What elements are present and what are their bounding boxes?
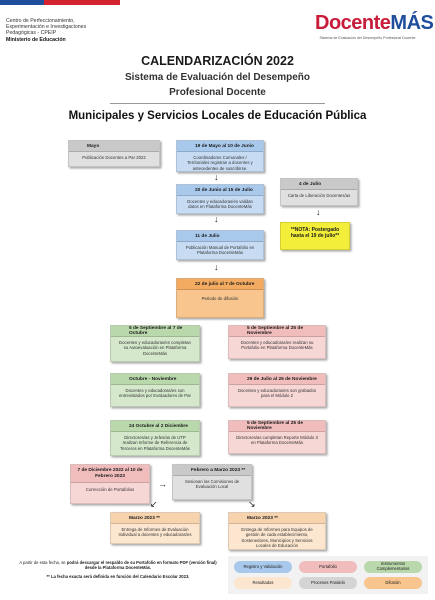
org-line-1: Centro de Perfeccionamiento,: [6, 18, 75, 24]
divider: [110, 103, 325, 104]
arrow-right-icon: →: [158, 479, 167, 489]
box-oct-nov: [110, 373, 200, 407]
box-marzo-1-body: Entrega de Informes de Evaluación Individual a docentes y educadoras/es: [118, 527, 192, 538]
box-7-dic: [70, 464, 150, 504]
box-5-sept-header: 5 de Septiembre al 7 de Octubre: [111, 326, 199, 337]
legend-procesos: Procesos Paralelo: [299, 577, 357, 589]
footnote-1: [18, 560, 218, 571]
nota-postergado: [280, 222, 350, 250]
box-marzo-informes-equipos: [228, 512, 326, 550]
box-5-sept-portafolio: [228, 325, 326, 359]
box-22-julio-body: Periodo de difusión: [201, 296, 239, 301]
box-mayo-header: Mayo: [69, 141, 159, 152]
box-5-sept-portafolio-header: 5 de Septiembre al 25 de Noviembre: [229, 326, 325, 337]
box-29-julio-header: 29 de Julio al 25 de Noviembre: [229, 374, 325, 385]
arrow-down-icon: ↓: [316, 207, 321, 217]
box-29-julio: [228, 373, 326, 407]
arrow-down-left-icon: ↙: [150, 499, 158, 509]
box-5-sept-modulo3-body: Directores/as completan Reporte Módulo 3 en Plataforma DocenteMás: [236, 435, 318, 446]
box-20-junio-header: 20 de Junio al 15 de Julio: [177, 185, 263, 196]
legend: [228, 556, 428, 594]
box-5-sept-modulo3-header: 5 de Septiembre al 25 de Noviembre: [229, 421, 325, 432]
brand-main: Docente: [315, 12, 391, 34]
cpeip-logo-text: [6, 18, 126, 43]
box-20-junio: [176, 184, 264, 214]
legend-complementarios: Instrumentos Complementarios: [364, 561, 422, 573]
box-feb-mar-body: Sesionan las Comisiones de Evaluación Local: [184, 479, 240, 490]
box-22-julio-header: 22 de julio al 7 de Octubre: [177, 279, 263, 290]
box-20-junio-body: Docentes y educadoras/es validan datos en Plataforma DocenteMás: [187, 199, 253, 210]
footnote-1-a: A partir de esta fecha, se: [19, 560, 67, 565]
org-line-2: Experimentación e Investigaciones: [6, 24, 87, 31]
box-5-sept-modulo3: [228, 420, 326, 454]
footnote-1-b: podrá descargar el respaldo de su Portafolio en formato PDF (versión final) desde la Plataforma DocenteMás.: [66, 560, 217, 571]
box-4-julio: [280, 178, 358, 206]
box-24-oct-header: 24 Octubre al 2 Diciembre: [111, 421, 199, 432]
arrow-down-icon: ↓: [214, 262, 219, 272]
box-11-julio: [176, 230, 264, 260]
box-19-mayo-header: 19 de Mayo al 10 de Junio: [177, 141, 263, 152]
ministry-label: Ministerio de Educación: [6, 36, 66, 43]
box-5-sept-portafolio-body: Docentes y educadoras/es realizan su Portafolio en Plataforma DocenteMás: [240, 340, 314, 351]
nota-line-1: **NOTA: Postergado: [290, 227, 340, 233]
box-feb-mar: [172, 464, 252, 500]
box-4-julio-body: Carta de Liberación Docentes/as: [287, 193, 351, 198]
box-mayo-body: Publicación Docentes a Par 2022: [82, 155, 146, 160]
footnote-2: ** La fecha exacta será definida en función del Calendario Escolar 2023.: [46, 573, 190, 579]
docentemas-logo: [315, 12, 433, 35]
box-29-julio-body: Docentes y educadoras/es son grabados para el Módulo 2: [237, 388, 317, 399]
box-19-mayo-body: Coordinadores Comunales / Territoriales registran a docentes y antecedentes de suscribirse.: [187, 155, 253, 171]
brand-accent: MÁS: [390, 12, 434, 34]
brand-tagline: Sistema de Evaluación del Desempeño Profesional Docente: [319, 36, 416, 40]
legend-portafolio: Portafolio: [299, 561, 357, 573]
box-22-julio: [176, 278, 264, 318]
box-marzo-2-body: Entrega de Informes para Equipos de gestión de cada establecimiento, Sostenedores, Municipios y Servicios Locales de Educación: [241, 527, 313, 548]
box-11-julio-header: 11 de Julio: [177, 231, 263, 242]
box-5-sept-autoevaluacion: [110, 325, 200, 362]
legend-registro: Registro y Validación: [234, 561, 292, 573]
box-oct-nov-body: Docentes y educadoras/es son entrevistados por Evaluadores de Par: [119, 388, 191, 399]
box-feb-mar-header: Febrero a Marzo 2023 **: [173, 465, 251, 476]
legend-difusion: Difusión: [364, 577, 422, 589]
section-title: Municipales y Servicios Locales de Educación Pública: [68, 110, 367, 122]
box-19-mayo: [176, 140, 264, 172]
box-marzo-2-header: Marzo 2023 **: [229, 513, 325, 524]
arrow-down-icon: ↓: [214, 214, 219, 224]
org-line-3: Pedagógicas - CPEIP: [6, 30, 57, 37]
nota-line-2: hasta el 19 de julio**: [290, 233, 340, 240]
page-title: CALENDARIZACIÓN 2022: [141, 54, 294, 68]
footnotes: [18, 560, 218, 579]
box-marzo-1-header: Marzo 2023 **: [111, 513, 199, 524]
box-marzo-informes-individual: [110, 512, 200, 544]
box-7-dic-header: 7 de Diciembre 2022 al 10 de Febrero 2023: [71, 465, 149, 483]
chile-flag-bar: [0, 0, 120, 5]
arrow-down-right-icon: ↘: [248, 499, 256, 509]
box-7-dic-body: Corrección de Portafolios: [85, 487, 135, 492]
box-24-oct: [110, 420, 200, 456]
box-4-julio-header: 4 de Julio: [281, 179, 357, 190]
arrow-down-icon: ↓: [214, 172, 219, 182]
box-oct-nov-header: Octubre - Noviembre: [111, 374, 199, 385]
legend-resultados: Resultados: [234, 577, 292, 589]
box-5-sept-body: Docentes y educadoras/es completan su Autoevaluación en Plataforma DocenteMás: [119, 340, 191, 356]
subtitle-line-1: Sistema de Evaluación del Desempeño: [124, 72, 311, 83]
box-11-julio-body: Publicación Manual de Portafolio en Plataforma DocenteMás: [185, 245, 255, 256]
box-mayo: [68, 140, 160, 167]
subtitle-line-2: Profesional Docente: [169, 87, 266, 98]
box-24-oct-body: Directores/as y Jefes/as de UTP realizan Informe de Referencia de Terceros en Plataforma DocenteMás: [120, 435, 190, 451]
